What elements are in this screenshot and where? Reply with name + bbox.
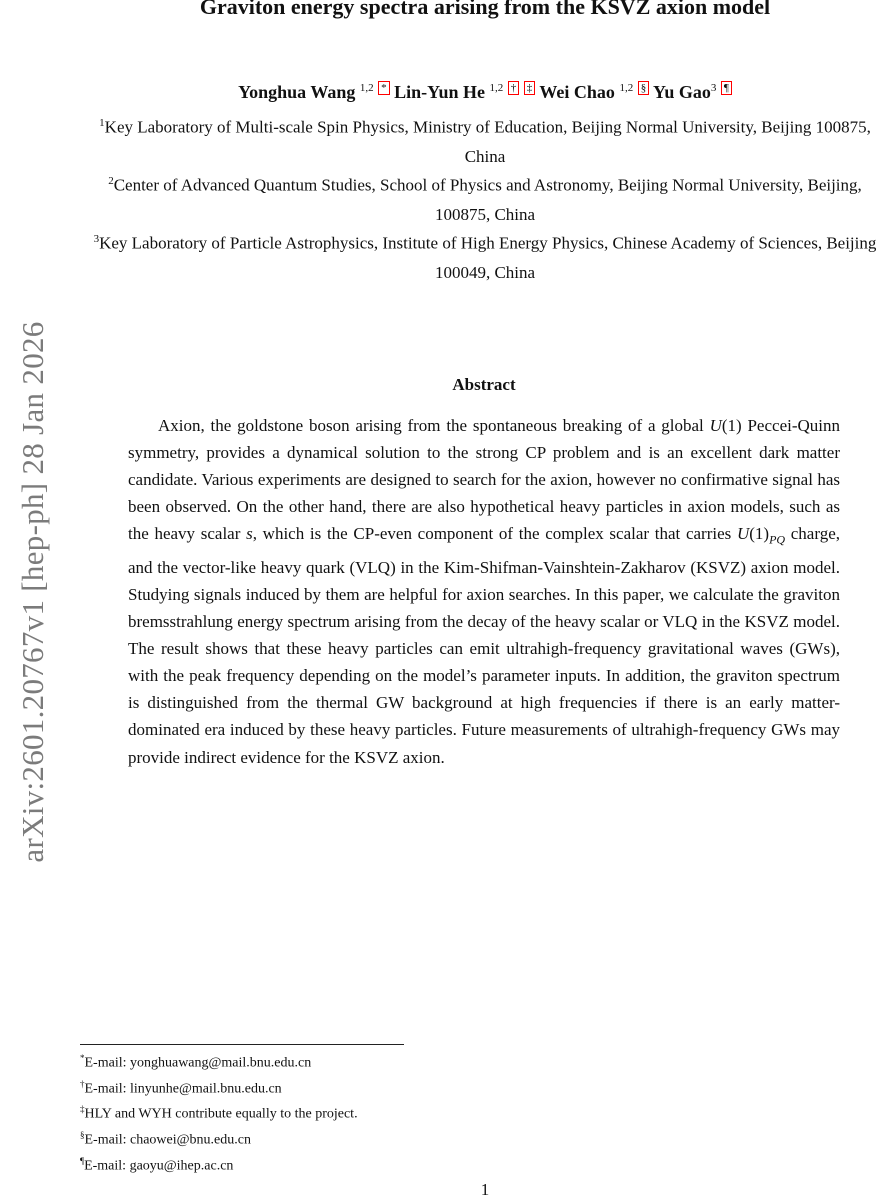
author-affiliation-marker: 1,2 [619, 82, 634, 94]
author-affiliation-marker: 1,2 [489, 82, 504, 94]
abstract-body: Axion, the goldstone boson arising from the spontaneous breaking of a global U(1) Peccei-Quinn symmetry, provides a dynamical solution to the strong CP problem and is an excellent dark matter candidate. Various experiments are designed to search for the axion, however no confirmative signal has been observed. On the other hand, there are also hypothetical heavy particles in axion models, such as the heavy scalar s, which is the CP-even component of the complex scalar that carries $U(1)_{PQ}$ charge, and the vector-like heavy quark (VLQ) in the Kim-Shifman-Vainshtein-Zakharov (KSVZ) axion model. Studying signals induced by them are helpful for axion searches. In this paper, we calculate the graviton bremsstrahlung energy spectrum arising from the decay of the heavy scalar or VLQ in the KSVZ model. The result shows that these heavy particles can emit ultrahigh-frequency gravitational waves (GWs), with the peak frequency depending on the model’s parameter inputs. In addition, the graviton spectrum is distinguished from the thermal GW background at high frequencies if there is an early matter-dominated era induced by these heavy particles. Future measurements of ultrahigh-frequency GWs may provide indirect evidence for the KSVZ axion. [128, 416, 840, 767]
affiliation [90, 225, 876, 287]
author-name: Yu Gao [653, 82, 711, 102]
affiliation-number: 2 [108, 175, 114, 187]
author-list [80, 81, 876, 103]
footnote-link[interactable]: ‡ [524, 81, 536, 95]
footnote: *E-mail: yonghuawang@mail.bnu.edu.cn [80, 1053, 312, 1071]
author-affiliation-marker: 1,2 [359, 82, 374, 94]
affiliation [90, 167, 876, 229]
footnote-divider [80, 1044, 404, 1045]
author-affiliation-marker: 3 [710, 82, 717, 94]
affiliation-text: Key Laboratory of Multi-scale Spin Physics, Ministry of Education, Beijing Normal University, Beijing 100875, China [104, 117, 871, 166]
abstract-heading: Abstract [452, 375, 516, 394]
affiliation-number: 3 [93, 233, 100, 245]
footnote-link[interactable]: * [378, 81, 390, 95]
affiliation-number: 1 [99, 117, 105, 129]
footnote-link[interactable]: § [638, 81, 650, 95]
affiliation-text: Key Laboratory of Particle Astrophysics, Institute of High Energy Physics, Chinese Academy of Sciences, Beijing 100049, China [99, 233, 876, 282]
footnote: §E-mail: chaowei@bnu.edu.cn [80, 1129, 251, 1148]
footnote: ¶E-mail: gaoyu@ihep.ac.cn [80, 1155, 234, 1174]
affiliation-text: Center of Advanced Quantum Studies, School of Physics and Astronomy, Beijing Normal University, Beijing, 100875, China [113, 175, 862, 224]
author-name: Wei Chao [539, 82, 615, 102]
author-name: Lin-Yun He [394, 82, 485, 102]
footnote: ‡HLY and WYH contribute equally to the project. [80, 1104, 358, 1122]
page-number: 1 [480, 1180, 490, 1199]
footnotes [80, 1048, 680, 1176]
affiliation [90, 109, 876, 171]
footnote-link[interactable]: † [508, 81, 520, 95]
footnote: †E-mail: linyunhe@mail.bnu.edu.cn [80, 1078, 282, 1097]
paper-title: Graviton energy spectra arising from the KSVZ axion model [199, 0, 771, 19]
footnote-link[interactable]: ¶ [721, 81, 732, 95]
arxiv-identifier: arXiv:2601.20767v1 [hep-ph] 28 Jan 2026 [15, 321, 50, 863]
author-name: Yonghua Wang [238, 82, 356, 102]
